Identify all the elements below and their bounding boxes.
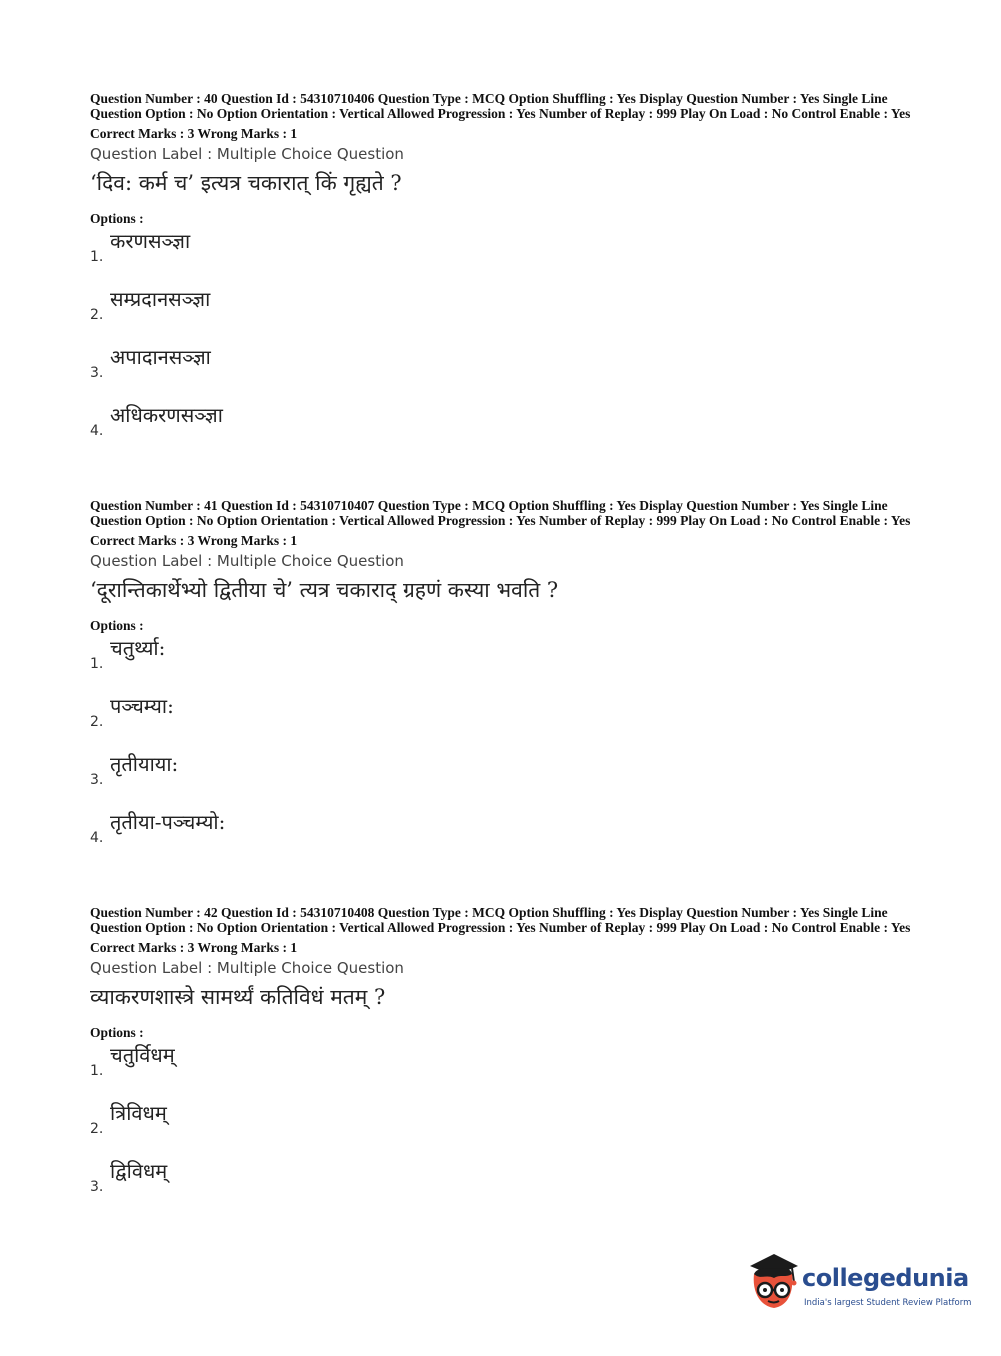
option-text: त्रिविधम् bbox=[110, 1101, 167, 1125]
collegedunia-logo bbox=[744, 1252, 974, 1314]
options-label: Options : bbox=[90, 211, 144, 226]
option-item bbox=[90, 1041, 920, 1099]
option-item bbox=[90, 750, 920, 808]
option-text: अपादानसञ्ज्ञा bbox=[110, 345, 211, 369]
question-meta: Question Number : 40 Question Id : 54310710406 Question Type : MCQ Option Shuffling : Yes Display Question Number : Yes Single Line Question Option : No Option Orientation : Vertical Allowed Progression : Yes Number of Replay : 999 Play On Load : No Control Enable : Yes bbox=[90, 91, 911, 121]
option-text: तृतीयाया: bbox=[110, 752, 179, 776]
question-label: Question Label : Multiple Choice Question bbox=[90, 145, 404, 163]
options-label: Options : bbox=[90, 1025, 144, 1040]
option-text: चतुर्विधम् bbox=[110, 1043, 175, 1067]
question-block-41 bbox=[90, 499, 920, 866]
option-number: 1. bbox=[90, 1063, 104, 1079]
question-text: ‘दिव: कर्म च’ इत्यत्र चकारात् किं गृह्यते ? bbox=[90, 171, 402, 195]
option-number: 2. bbox=[90, 307, 104, 323]
question-meta: Question Number : 42 Question Id : 54310710408 Question Type : MCQ Option Shuffling : Yes Display Question Number : Yes Single Line Question Option : No Option Orientation : Vertical Allowed Progression : Yes Number of Replay : 999 Play On Load : No Control Enable : Yes bbox=[90, 905, 911, 935]
option-number: 2. bbox=[90, 714, 104, 730]
option-number: 4. bbox=[90, 423, 104, 439]
option-item bbox=[90, 401, 920, 459]
question-block-40 bbox=[90, 92, 920, 459]
option-text: अधिकरणसञ्ज्ञा bbox=[110, 403, 223, 427]
option-number: 4. bbox=[90, 830, 104, 846]
question-meta: Question Number : 41 Question Id : 54310710407 Question Type : MCQ Option Shuffling : Yes Display Question Number : Yes Single Line Question Option : No Option Orientation : Vertical Allowed Progression : Yes Number of Replay : 999 Play On Load : No Control Enable : Yes bbox=[90, 498, 911, 528]
option-text: करणसञ्ज्ञा bbox=[110, 229, 191, 253]
option-number: 2. bbox=[90, 1121, 104, 1137]
option-number: 3. bbox=[90, 1179, 104, 1195]
option-item bbox=[90, 634, 920, 692]
question-text: व्याकरणशास्त्रे सामर्थ्यं कतिविधं मतम् ? bbox=[90, 985, 386, 1009]
option-item bbox=[90, 808, 920, 866]
option-text: चतुर्थ्या: bbox=[110, 636, 166, 660]
question-label: Question Label : Multiple Choice Question bbox=[90, 959, 404, 977]
question-marks: Correct Marks : 3 Wrong Marks : 1 bbox=[90, 126, 298, 141]
logo-tagline: India's largest Student Review Platform bbox=[804, 1298, 972, 1308]
question-marks: Correct Marks : 3 Wrong Marks : 1 bbox=[90, 940, 298, 955]
question-text: ‘दूरान्तिकार्थेभ्यो द्वितीया चे’ त्यत्र चकाराद् ग्रहणं कस्या भवति ? bbox=[90, 578, 559, 602]
option-item bbox=[90, 1157, 920, 1215]
option-number: 1. bbox=[90, 249, 104, 265]
option-item bbox=[90, 1099, 920, 1157]
option-item bbox=[90, 285, 920, 343]
question-marks: Correct Marks : 3 Wrong Marks : 1 bbox=[90, 533, 298, 548]
mascot-icon bbox=[744, 1252, 802, 1314]
options-label: Options : bbox=[90, 618, 144, 633]
option-item bbox=[90, 227, 920, 285]
option-number: 3. bbox=[90, 365, 104, 381]
option-number: 1. bbox=[90, 656, 104, 672]
option-text: सम्प्रदानसञ्ज्ञा bbox=[110, 287, 211, 311]
option-number: 3. bbox=[90, 772, 104, 788]
option-text: तृतीया-पञ्चम्यो: bbox=[110, 810, 226, 834]
option-text: द्विविधम् bbox=[110, 1159, 168, 1183]
question-block-42 bbox=[90, 906, 920, 1215]
logo-wordmark: collegedunia bbox=[802, 1264, 969, 1292]
option-item bbox=[90, 692, 920, 750]
question-label: Question Label : Multiple Choice Question bbox=[90, 552, 404, 570]
option-item bbox=[90, 343, 920, 401]
option-text: पञ्चम्या: bbox=[110, 694, 174, 718]
